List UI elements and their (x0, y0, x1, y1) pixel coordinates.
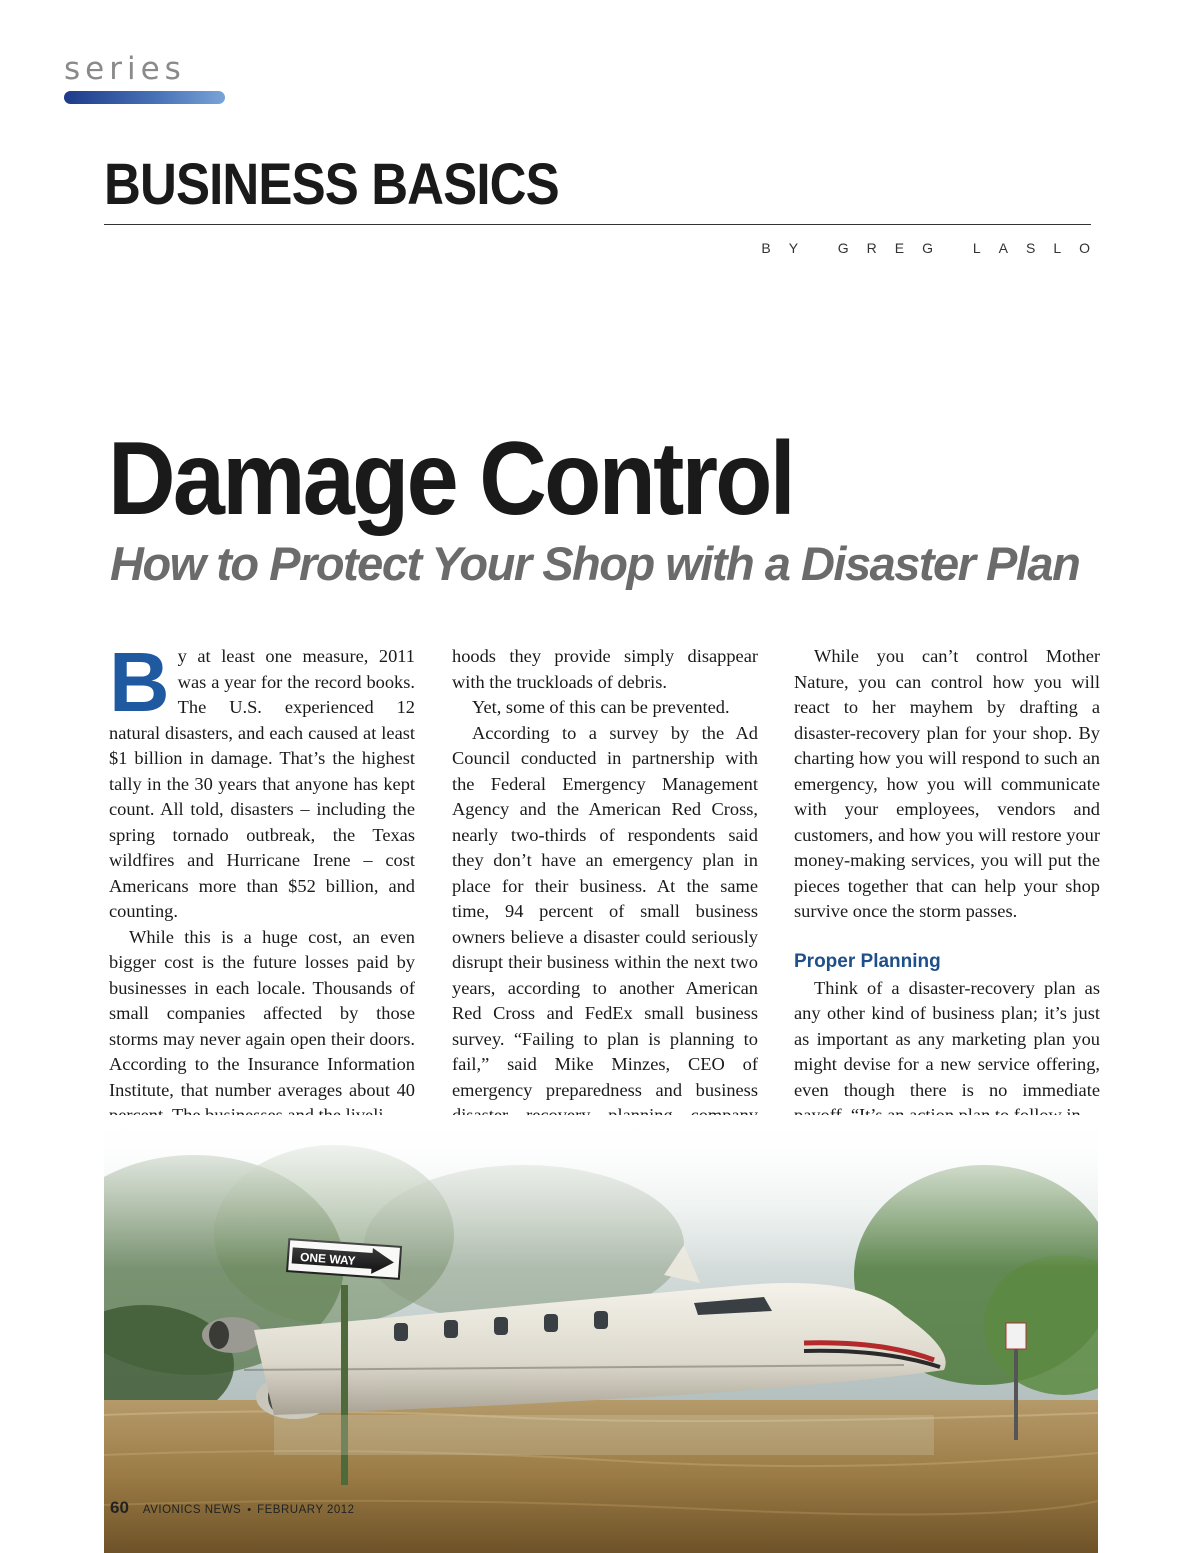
issue-date: FEBRUARY 2012 (257, 1504, 355, 1516)
footer-bullet: • (247, 1504, 252, 1516)
flooded-jet-photo (104, 1115, 1098, 1553)
series-label: series (64, 51, 186, 87)
paragraph: By at least one measure, 2011 was a year for the record books. The U.S. experienced 12 natural disasters, and each caused at least $1 billion in damage. That’s the highest tally in the 30 years that anyone has kept count. All told, disasters – including the spring tornado outbreak, the Texas wildfires and Hurricane Irene – cost Americans more than $52 billion, and counting. (109, 635, 415, 921)
paragraph: While this is a huge cost, an even bigger cost is the future losses paid by businesses in each locale. Thousands of small companies affected by those storms may never again open their doors. According to the Insurance Information Institute, that number averages about 40 (109, 926, 415, 1100)
subsection-heading: Proper Planning (794, 950, 941, 972)
drop-cap: B (109, 635, 170, 729)
series-tag (64, 51, 186, 87)
column-3 (794, 644, 1100, 1129)
paragraph: While you can’t control Mother Nature, you can control how you will react to her mayhem by drafting a disaster-recovery plan for your shop. By charting how you will respond to such an emergency, how you will communicate with your employees, vendors and customers, and how you will restore your money-making services, you will put the pieces together that can help your shop survive once the storm passes. (794, 646, 1100, 921)
page-number: 60 (110, 1498, 129, 1517)
paragraph: Yet, some of this can be prevented. (472, 697, 730, 717)
series-bar (64, 91, 225, 104)
article-subtitle: How to Protect Your Shop with a Disaster Plan (110, 537, 1080, 590)
paragraph: hoods they provide simply disappear with the truckloads of debris. (452, 646, 758, 692)
section-title: BUSINESS BASICS (104, 152, 559, 217)
article-title: Damage Control (108, 421, 794, 537)
paragraph: According to a survey by the Ad Council conducted in partnership with the Federal Emergency Management Agency and the American Red Cross, nearly two-thirds of respondents said they don’t have an emergency plan in place for their business. At the same time, 94 percent of small business owners believe a disaster could seriously disrupt their business within the next two years, according to another American Red Cross and FedEx small business survey. “Failing to plan is planning to fail,” said Mike Minzes, CEO of emergency preparedness and business (452, 722, 758, 1100)
paragraph: Think of a disaster-recovery plan as any other kind of business plan; it’s just as important as any marketing plan you might devise for a new service offering, even though there is no immediate (794, 977, 1100, 1100)
byline: BY GREG LASLO (761, 240, 1108, 256)
header-rule (104, 224, 1091, 225)
column-2 (452, 644, 758, 1154)
publication-name: AVIONICS NEWS (142, 1504, 242, 1516)
page-footer (110, 1498, 355, 1518)
column-1 (109, 635, 415, 1129)
